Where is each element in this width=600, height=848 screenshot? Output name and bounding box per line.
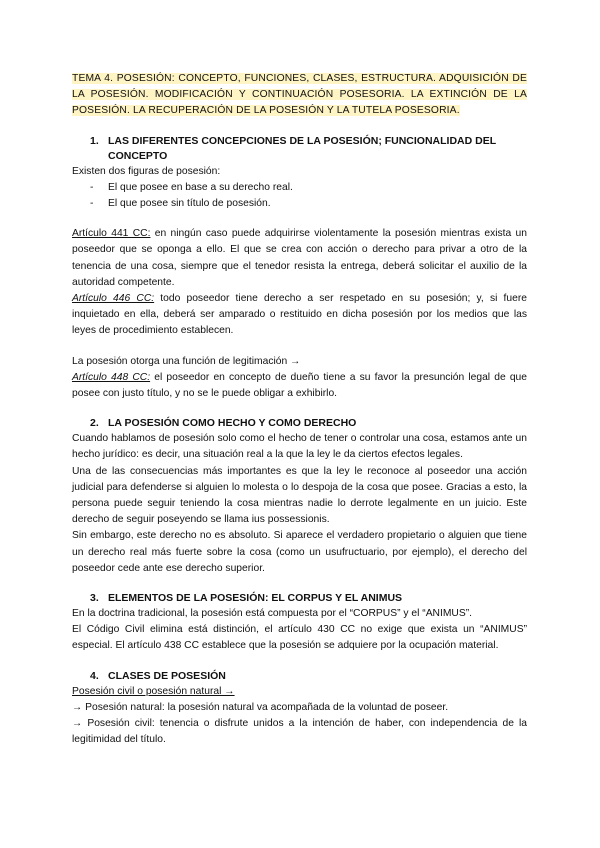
- section-3-paragraph-1: En la doctrina tradicional, la posesión está compuesta por el “CORPUS” y el “ANIMUS”.: [72, 608, 473, 620]
- section-3-heading: [72, 591, 527, 606]
- section-2-paragraph-1: Cuando hablamos de posesión solo como el hecho de tener o controlar una cosa, estamos ante un hecho jurídico: es decir, una situación real a la que la ley le da ciertos efectos legales.: [72, 433, 527, 461]
- section-3-number: 3.: [90, 592, 99, 605]
- section-2-number: 2.: [90, 417, 99, 430]
- list-item-text: El que posee sin título de posesión.: [108, 198, 271, 210]
- section-3-paragraph-2: El Código Civil elimina está distinción, el artículo 430 CC no exige que exista un “ANIMUS” especial. El artículo 438 CC establece que la posesión se adquiere por la ocupación material.: [72, 624, 527, 652]
- section-1-list: [72, 180, 527, 212]
- section-4-subheading: Posesión civil o posesión natural →: [72, 685, 235, 697]
- article-441-text: en ningún caso puede adquirirse violentamente la posesión mientras exista un poseedor que se oponga a ello. El que se crea con acción o derecho para privar a otro de la tenencia de una cosa, siempre que el tenedor resista la entrega, deberá solicitar el auxilio de la autoridad competente.: [72, 228, 528, 288]
- section-1-heading: [72, 134, 527, 164]
- list-item: - El que posee en base a su derecho real.: [90, 180, 527, 196]
- article-441-label: Artículo 441 CC:: [72, 228, 151, 240]
- section-3-title: ELEMENTOS DE LA POSESIÓN: EL CORPUS Y EL ANIMUS: [108, 592, 403, 605]
- section-2-paragraph-2: Una de las consecuencias más importantes es que la ley le reconoce al poseedor una acción judicial para defenderse si alguien lo molesta o lo despoja de la cosa que posee. Gracias a esto, la persona puede seguir teniendo la cosa mientras nadie lo derrote legalmente en un juicio. Este derecho de seguir poseyendo se llama ius possessionis.: [72, 465, 527, 526]
- section-1-intro: Existen dos figuras de posesión:: [72, 165, 221, 177]
- section-1-number: 1.: [90, 134, 99, 147]
- article-441-paragraph: [72, 226, 527, 291]
- document-body: [72, 71, 527, 749]
- section-4-heading: [72, 669, 527, 684]
- section-2-paragraph-3: Sin embargo, este derecho no es absoluto. Si aparece el verdadero propietario o alguien que tiene un derecho real más fuerte sobre la cosa (como un usufructuario, por ejemplo), el derecho del poseedor cede ante ese derecho superior.: [72, 530, 527, 574]
- section-1-title: LAS DIFERENTES CONCEPCIONES DE LA POSESIÓN; FUNCIONALIDAD DEL CONCEPTO: [108, 134, 496, 162]
- list-item-text: El que posee en base a su derecho real.: [108, 181, 293, 193]
- article-448-text: el poseedor en concepto de dueño tiene a su favor la presunción legal de que posee con justo título, y no se le puede obligar a exhibirlo.: [72, 371, 527, 400]
- list-item: - El que posee sin título de posesión.: [90, 196, 527, 212]
- section-4-paragraph-2: → Posesión civil: tenencia o disfrute unidos a la intención de haber, con independencia de la legitimidad del título.: [72, 718, 527, 746]
- section-4-number: 4.: [90, 669, 99, 682]
- article-448-paragraph: [72, 370, 527, 402]
- section-4-paragraph-1: → Posesión natural: la posesión natural va acompañada de la voluntad de poseer.: [72, 701, 449, 713]
- article-446-text: todo poseedor tiene derecho a ser respetado en su posesión; y, si fuere inquietado en ella, deberá ser amparado o restituido en dicha posesión por los medios que las leyes de procedimiento establecen.: [72, 293, 527, 337]
- page-title-block: [72, 71, 527, 120]
- section-2-title: LA POSESIÓN COMO HECHO Y COMO DERECHO: [108, 417, 357, 430]
- article-446-label: Artículo 446 CC:: [72, 293, 155, 305]
- section-2-heading: [72, 416, 527, 431]
- legitimacion-line: La posesión otorga una función de legitimación →: [72, 355, 301, 367]
- page-title: TEMA 4. POSESIÓN: CONCEPTO, FUNCIONES, CLASES, ESTRUCTURA. ADQUISICIÓN DE LA POSESIÓN. MODIFICACIÓN Y CONTINUACIÓN POSESORIA. LA EXTINCIÓN DE LA POSESIÓN. LA RECUPERACIÓN DE LA POSESIÓN Y LA TUTELA POSESORIA.: [72, 73, 527, 117]
- section-4-title: CLASES DE POSESIÓN: [108, 669, 226, 682]
- article-448-label: Artículo 448 CC:: [72, 371, 151, 383]
- article-446-paragraph: [72, 291, 527, 340]
